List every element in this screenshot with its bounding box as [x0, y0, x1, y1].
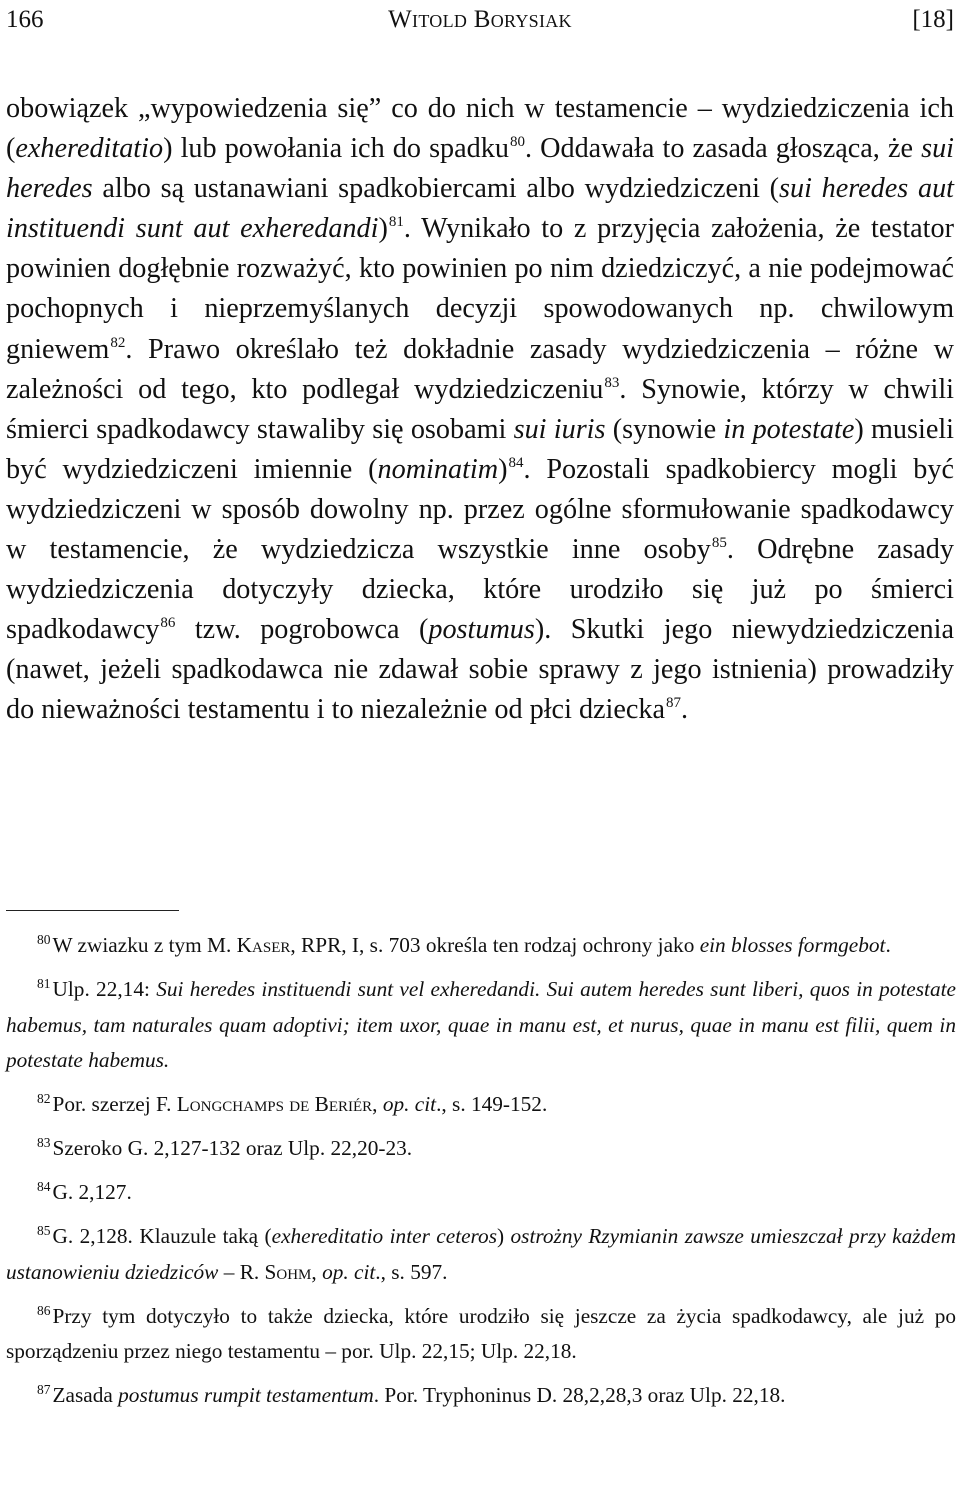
footnote-text: , RPR, I, s. 703 określa ten rodzaj ochrony jako [290, 933, 700, 957]
footnote-text: Szeroko G. 2,127-132 oraz Ulp. 22,20-23. [52, 1136, 413, 1160]
footnote-85 [6, 1219, 956, 1290]
text-run: tzw. pogrobowca ( [175, 614, 429, 646]
footnote-text: Przy tym dotyczyło to także dziecka, które urodziło się jeszcze za życia spadkodawcy, ale już po sporządzeniu przez niego testamentu – por. Ulp. 22,15; Ulp. 22,18. [6, 1303, 956, 1363]
footnote-number: 87 [37, 1382, 51, 1397]
italic-quote: exhereditatio inter ceteros [271, 1224, 497, 1248]
footnote-number: 80 [37, 932, 51, 947]
footnote-number: 83 [37, 1135, 51, 1150]
footnote-ref-81[interactable]: 81 [388, 214, 404, 231]
footnote-ref-85[interactable]: 85 [711, 535, 727, 552]
italic-term: sui iuris [513, 413, 606, 445]
footnote-82 [6, 1087, 956, 1123]
text-run: albo są ustanawiani spadkobiercami albo wydziedziczeni ( [92, 173, 780, 205]
footnote-87 [6, 1378, 956, 1414]
italic-term: postumus [428, 614, 535, 646]
text-run: . Oddawała to zasada głosząca, że [524, 133, 922, 165]
footnote-text: G. 2,128. Klauzule taką ( [52, 1224, 272, 1248]
section-number: [18] [912, 6, 954, 33]
footnote-separator [6, 910, 179, 911]
running-header [6, 0, 954, 40]
footnote-text: , [372, 1092, 383, 1116]
running-author: Witold Borysiak [388, 6, 572, 33]
italic-term: sui heredes [6, 133, 954, 205]
footnote-text: Zasada [52, 1383, 119, 1407]
text-run: obowiązek „wypowiedzenia się” co do nich w testamencie – wydziedziczenia ich ( [6, 93, 954, 165]
footnote-ref-80[interactable]: 80 [509, 134, 525, 151]
italic-term: sui heredes aut instituendi sunt aut exheredandi [6, 173, 954, 245]
italic-term: nominatim [377, 453, 499, 485]
italic-quote: op. cit [322, 1259, 376, 1284]
footnote-number: 85 [37, 1223, 51, 1238]
text-run: . Synowie, którzy w chwili śmierci spadkodawcy stawaliby się osobami [6, 373, 954, 445]
text-run: . Odrębne zasady wydziedziczenia dotyczyły dziecka, które urodziło się już po śmierci spadkodawcy [6, 534, 954, 646]
text-run: . Pozostali spadkobiercy mogli być wydziedziczeni w sposób dowolny np. przez ogólne sformułowanie spadkodawcy w testamencie, że wydziedzicza wszystkie inne osoby [6, 453, 954, 566]
footnote-text: Por. szerzej F. [52, 1092, 177, 1116]
footnote-number: 82 [37, 1091, 51, 1106]
text-run: . Prawo określało też dokładnie zasady wydziedziczenia – różne w zależności od tego, kto podlegał wydziedziczeniu [6, 333, 954, 405]
author-name: Kaser [236, 933, 291, 957]
footnote-ref-86[interactable]: 86 [160, 615, 176, 632]
footnote-83 [6, 1131, 956, 1167]
italic-quote: ein blosses formgebot [699, 933, 886, 957]
text-run: . [681, 694, 689, 726]
body-paragraph [6, 89, 954, 731]
footnote-text: ., s. 149-152. [436, 1092, 548, 1116]
footnote-text: ) [497, 1224, 511, 1248]
footnote-ref-84[interactable]: 84 [508, 454, 524, 471]
footnotes-section [6, 928, 956, 1422]
main-text [6, 89, 954, 731]
footnote-81 [6, 972, 956, 1079]
italic-quote: Sui heredes instituendi sunt vel exheredandi. Sui autem heredes sunt liberi, quos in potestate habemus, tam naturales quam adoptivi; item uxor, quae in manu est, et nurus, quae in manu est filii, quem in potestate habemus. [6, 977, 956, 1072]
text-run: (synowie [605, 413, 724, 445]
footnote-number: 81 [37, 976, 51, 991]
footnote-80 [6, 928, 956, 964]
footnote-86 [6, 1299, 956, 1370]
italic-quote: ostrożny Rzymianin zawsze umieszczał przy każdem ustanowieniu dziedziców [6, 1224, 956, 1284]
text-run: ). Skutki jego niewydziedziczenia (nawet, jeżeli spadkodawca nie zdawał sobie sprawy z jego istnienia) prowadziły do nieważności testamentu i to niezależnie od płci dziecka [6, 614, 954, 726]
footnote-text: Ulp. 22,14: [52, 977, 157, 1001]
text-run: ) musieli być wydziedziczeni imiennie ( [6, 413, 954, 485]
italic-quote: postumus rumpit testamentum [118, 1383, 374, 1407]
footnote-text: , [311, 1259, 323, 1284]
footnote-number: 86 [37, 1302, 51, 1318]
footnote-text: . [885, 933, 891, 957]
footnote-text: ., s. 597. [375, 1259, 448, 1284]
text-run: . Wynikało to z przyjęcia założenia, że testator powinien dogłębnie rozważyć, kto powinien po nim dziedziczyć, a nie podejmować pochopnych i nieprzemyślanych decyzji spowodowanych np. chwilowym gniewem [6, 213, 954, 365]
footnote-84 [6, 1175, 956, 1211]
page-number: 166 [6, 6, 44, 33]
text-run: ) lub powołania ich do spadku [163, 133, 509, 165]
footnote-ref-82[interactable]: 82 [110, 334, 126, 351]
footnote-number: 84 [37, 1179, 51, 1194]
author-name: Longchamps de Beriér [176, 1092, 373, 1116]
footnote-text: – R. [218, 1259, 265, 1284]
footnote-ref-83[interactable]: 83 [604, 374, 620, 391]
author-name: Sohm [264, 1259, 312, 1284]
italic-term: exhereditatio [15, 133, 164, 165]
text-run: ) [378, 213, 388, 245]
footnote-ref-87[interactable]: 87 [666, 695, 682, 712]
footnote-text: W zwiazku z tym M. [52, 933, 237, 957]
italic-term: in potestate [723, 413, 855, 445]
footnote-text: . Por. Tryphoninus D. 28,2,28,3 oraz Ulp. 22,18. [373, 1383, 786, 1407]
text-run: ) [498, 453, 508, 485]
italic-quote: op. cit [382, 1092, 437, 1116]
footnote-text: G. 2,127. [52, 1180, 132, 1204]
